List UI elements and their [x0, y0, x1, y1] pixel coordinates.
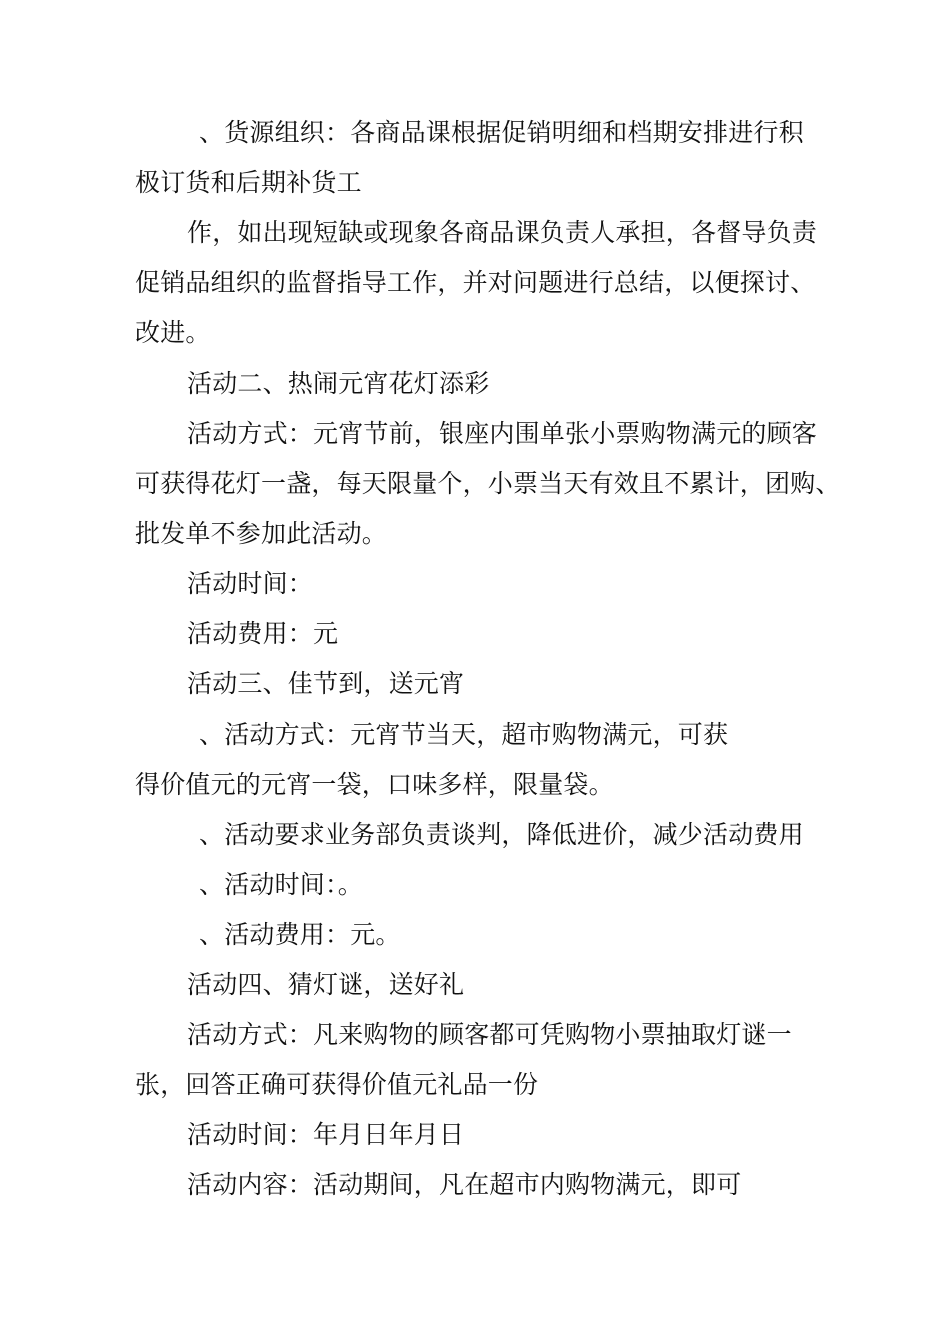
text-line: 活动费用：元 [187, 619, 339, 648]
section-heading: 活动二、热闹元宵花灯添彩 [187, 369, 490, 398]
text-line: 活动时间：年月日年月日 [187, 1120, 465, 1149]
text-line: 改进。 [135, 318, 211, 347]
text-line: 得价值元的元宵一袋，口味多样，限量袋。 [135, 770, 614, 799]
text-line: 批发单不参加此活动。 [135, 519, 388, 548]
text-line: 、活动要求业务部负责谈判，降低进价，减少活动费用 [199, 820, 804, 849]
text-line: 、货源组织：各商品课根据促销明细和档期安排进行积 [199, 118, 804, 147]
text-line: 、活动方式：元宵节当天，超市购物满元，可获 [199, 720, 729, 749]
text-line: 极订货和后期补货工 [135, 168, 362, 197]
text-line: 张，回答正确可获得价值元礼品一份 [135, 1070, 539, 1099]
text-line: 可获得花灯一盏，每天限量个，小票当天有效且不累计，团购、 [135, 469, 841, 498]
text-line: 活动时间： [187, 569, 314, 598]
text-line: 活动方式：凡来购物的顾客都可凭购物小票抽取灯谜一 [187, 1020, 792, 1049]
section-heading: 活动四、猜灯谜，送好礼 [187, 970, 465, 999]
text-line: 作，如出现短缺或现象各商品课负责人承担，各督导负责 [187, 218, 818, 247]
text-line: 促销品组织的监督指导工作，并对问题进行总结，以便探讨、 [135, 268, 816, 297]
section-heading: 活动三、佳节到，送元宵 [187, 669, 465, 698]
text-line: 、活动时间：。 [199, 870, 363, 899]
text-line: 活动内容：活动期间，凡在超市内购物满元，即可 [187, 1170, 742, 1199]
text-line: 活动方式：元宵节前，银座内围单张小票购物满元的顾客 [187, 419, 818, 448]
text-line: 、活动费用：元。 [199, 920, 401, 949]
